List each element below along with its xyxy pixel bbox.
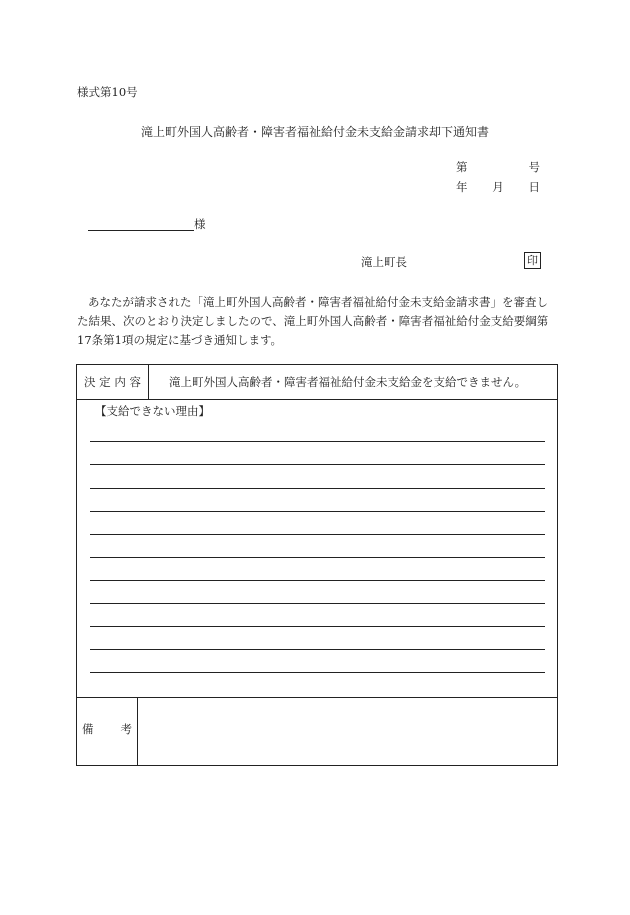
number-prefix: 第 xyxy=(456,160,468,174)
remarks-label xyxy=(82,721,132,737)
remarks-label-left: 備 xyxy=(82,722,94,736)
notice-body-text: あなたが請求された「滝上町外国人高齢者・障害者福祉給付金未支給金請求書」を審査した結果、次のとおり決定しましたので、滝上町外国人高齢者・障害者福祉給付金支給要綱第17条第1項の規定に基づき通知します。 xyxy=(77,295,549,347)
date-month: 月 xyxy=(492,180,504,194)
date-day: 日 xyxy=(528,180,540,194)
addressee-honorific: 様 xyxy=(194,217,206,231)
document-number-row xyxy=(456,159,540,175)
decision-row-divider xyxy=(148,399,557,400)
decision-content: 滝上町外国人高齢者・障害者福祉給付金未支給金を支給できません。 xyxy=(169,375,527,389)
reason-line xyxy=(90,557,545,558)
issuer-name: 滝上町長 xyxy=(361,255,407,269)
remarks-column-divider xyxy=(137,697,138,765)
decision-label: 決 定 内 容 xyxy=(77,365,149,400)
reason-line xyxy=(90,580,545,581)
document-title: 滝上町外国人高齢者・障害者福祉給付金未支給金請求却下通知書 xyxy=(140,125,489,139)
reason-line xyxy=(90,488,545,489)
remarks-label-right: 考 xyxy=(120,722,132,736)
reason-label: 【支給できない理由】 xyxy=(95,404,210,418)
date-row xyxy=(456,179,540,195)
form-number: 様式第10号 xyxy=(77,85,138,99)
remarks-row-divider xyxy=(77,697,557,698)
reason-line xyxy=(90,649,545,650)
number-suffix: 号 xyxy=(528,160,540,174)
seal-mark: 印 xyxy=(524,252,541,269)
decision-table xyxy=(76,364,558,766)
date-year: 年 xyxy=(456,180,468,194)
reason-line xyxy=(90,441,545,442)
reason-line xyxy=(90,603,545,604)
reason-line xyxy=(90,464,545,465)
reason-line xyxy=(90,534,545,535)
reason-line xyxy=(90,511,545,512)
reason-line xyxy=(90,672,545,673)
reason-line xyxy=(90,626,545,627)
addressee-name-line xyxy=(88,230,194,231)
